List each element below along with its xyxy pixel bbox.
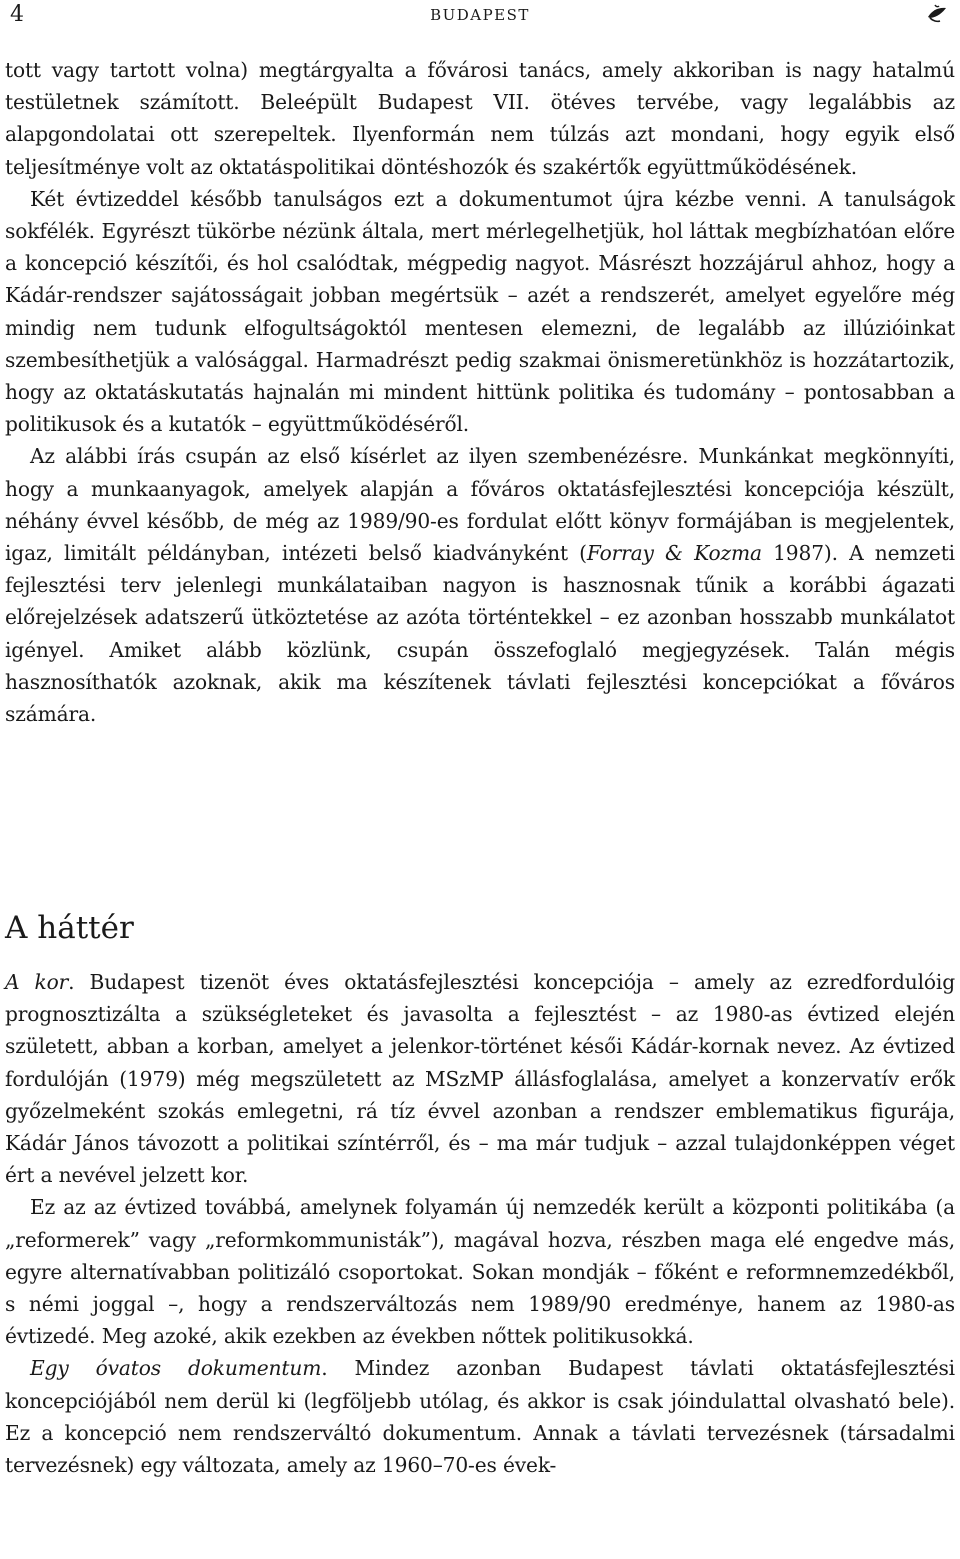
leaf-ornament-icon — [926, 2, 948, 24]
paragraph — [5, 1352, 955, 1481]
paragraph-text: . Budapest tizenöt éves oktatásfejlesztési koncepciója – amely az ezredfordulóig prognosztizálta a szükségleteket és javasolta a fejlesztést – az 1980-as évtized elején született, abban a korban, amelyet a jelenkor-történet késői Kádár-kornak nevez. Az évtized fordulóján (1979) még megszületett az MSzMP állásfoglalása, amelyet a konzervatív erők győzelmeként szokás emlegetni, rá tíz évvel azonban a rendszer emblematikus figurája, Kádár János távozott a politikai színtérről, és – ma már tudjuk – azzal tulajdonképpen véget ért a nevével jelzett kor. — [5, 970, 955, 1188]
citation-authors: Forray & Kozma — [586, 541, 762, 566]
paragraph-text: . Mindez azonban Budapest távlati oktatásfejlesztési koncepciójából nem derül ki (legföljebb utólag, és akkor is csak jóindulattal olvasható bele). Ez a koncepció nem rendszerváltó dokumentum. Annak a távlati tervezésnek (társadalmi tervezésnek) egy változata, amely az 1960–70-es évek- — [5, 1356, 955, 1478]
page-number: 4 — [10, 2, 24, 27]
section-heading: A háttér — [5, 910, 134, 946]
paragraph: tott vagy tartott volna) megtárgyalta a fővárosi tanács, amely akkoriban is nagy hatalmú testületnek számított. Beleépült Budapest VII. ötéves tervébe, vagy legalábbis az alapgondolatai ott szerepeltek. Ilyenformán nem túlzás azt mondani, hogy egyik első teljesítménye volt az oktatáspolitikai döntéshozók és szakértők együttműködésének. — [5, 58, 955, 179]
body-section-background — [5, 966, 955, 1481]
page-header — [5, 0, 960, 36]
paragraph: Két évtizeddel később tanulságos ezt a dokumentumot újra kézbe venni. A tanulságok sokfélék. Egyrészt tükörbe nézünk általa, mert mérlegelhetjük, hol láttak megbízhatóan előre a koncepció készítői, és hol csalódtak, mégpedig nagyot. Másrészt hozzájárul ahhoz, hogy a Kádár-rendszer sajátosságait jobban megértsük – azét a rendszerét, amelyet egyelőre még mindig nem tudunk elfogultságoktól mentesen elemezni, de legalább az illúzióinkat szembesíthetjük a valósággal. Harmadrészt pedig szakmai önismeretünkhöz is hozzátartozik, hogy az oktatáskutatás hajnalán mi mindent hittünk politika és tudomány – pontosabban a politikusok és a kutatók – együttműködéséről. — [5, 186, 955, 437]
paragraph: Ez az az évtized továbbá, amelynek folyamán új nemzedék került a központi politikába (a „reformerek” vagy „reformkommunisták”), magával hozva, részben maga elé engedve más, egyre alternatívabban politizáló csoportokat. Sokan mondják – főként e reformnemzedékből, s némi joggal –, hogy a rendszerváltozás nem 1989/90 eredménye, hanem az 1980-as évtizedé. Meg azoké, akik ezekben az években nőttek politikusokká. — [5, 1195, 955, 1349]
paragraph-lead: A kor — [5, 970, 69, 994]
paragraph — [5, 440, 955, 730]
running-head: BUDAPEST — [430, 6, 530, 24]
paragraph-text: Az alábbi írás csupán az első kísérlet az ilyen szembenézésre. Munkánkat megkönnyíti, hogy a munkaanyagok, amelyek alapján a főváros oktatásfejlesztési koncepciója készült, néhány évvel később, de még az 1989/90-es fordulat előtt könyv formájában is megjelentek, igaz, limitált példányban, intézeti belső kiadványként ( — [5, 444, 955, 566]
paragraph — [5, 966, 955, 1191]
body-section-intro — [5, 54, 955, 730]
paragraph-text: 1987). A nemzeti fejlesztési terv jelenlegi munkálataiban nagyon is hasznosnak tűnik a korábbi ágazati előrejelzések adatszerű ütköztetése az azóta történtekkel – ez azonban hosszabb munkálatot igényel. Amiket alább közlünk, csupán összefoglaló megjegyzések. Talán mégis hasznosíthatók azoknak, akik ma készítenek távlati fejlesztési koncepciókat a főváros számára. — [5, 541, 955, 727]
paragraph-lead: Egy óvatos dokumentum — [30, 1356, 322, 1381]
